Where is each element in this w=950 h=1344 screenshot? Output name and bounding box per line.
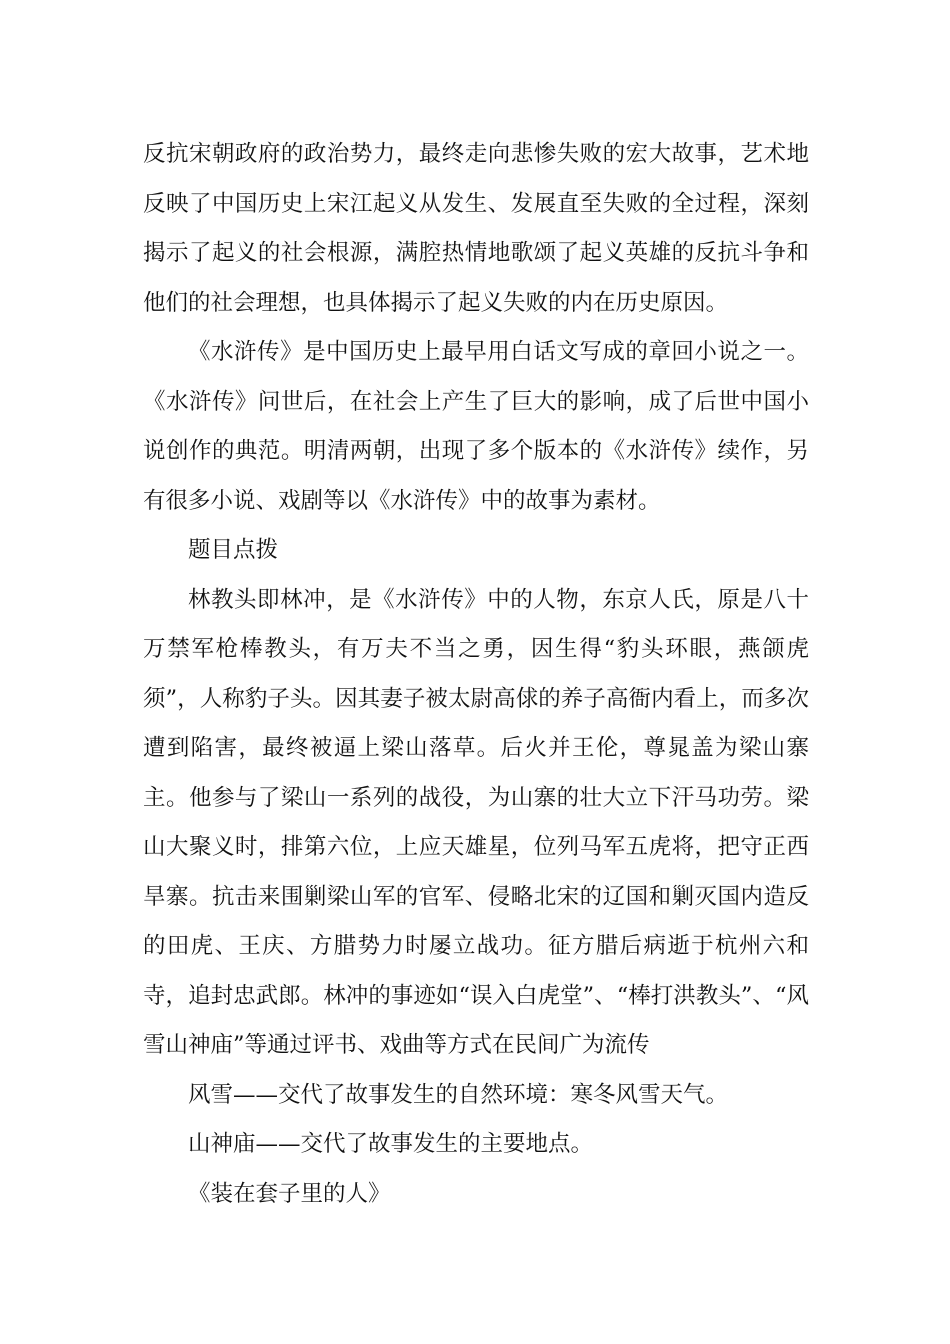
paragraph-continuation: 反抗宋朝政府的政治势力，最终走向悲惨失败的宏大故事，艺术地反映了中国历史上宋江起义从发生、发展直至失败的全过程，深刻揭示了起义的社会根源，满腔热情地歌颂了起义英雄的反抗斗争和他们的社会理想，也具体揭示了起义失败的内在历史原因。 — [143, 141, 809, 316]
document-body — [143, 130, 809, 1219]
paragraph-fengxue: 风雪——交代了故事发生的自然环境：寒冬风雪天气。 — [188, 1081, 729, 1108]
section-heading-title-hint: 题目点拨 — [188, 537, 279, 563]
paragraph-shanshenmiao: 山神庙——交代了故事发生的主要地点。 — [188, 1131, 594, 1157]
paragraph-lin-chong: 林教头即林冲，是《水浒传》中的人物，东京人氏，原是八十万禁军枪棒教头，有万夫不当之勇，因生得“豹头环眼，燕颌虎须”，人称豹子头。因其妻子被太尉高俅的养子高衙内看上，而多次遭到陷害，最终被逼上梁山落草。后火并王伦，尊晁盖为梁山寨主。他参与了梁山一系列的战役，为山寨的壮大立下汗马功劳。梁山大聚义时，排第六位，上应天雄星，位列马军五虎将，把守正西旱寨。抗击来围剿梁山军的官军、侵略北宋的辽国和剿灭国内造反的田虎、王庆、方腊势力时屡立战功。征方腊后病逝于杭州六和寺，追封忠武郎。林冲的事迹如“误入白虎堂”、“棒打洪教头”、“风雪山神庙”等通过评书、戏曲等方式在民间广为流传 — [143, 586, 809, 1058]
section-heading-next-title: 《装在套子里的人》 — [188, 1180, 391, 1207]
paragraph-shuihu-intro: 《水浒传》是中国历史上最早用白话文写成的章回小说之一。《水浒传》问世后，在社会上产生了巨大的影响，成了后世中国小说创作的典范。明清两朝，出现了多个版本的《水浒传》续作，另有很多小说、戏剧等以《水浒传》中的故事为素材。 — [143, 339, 809, 514]
